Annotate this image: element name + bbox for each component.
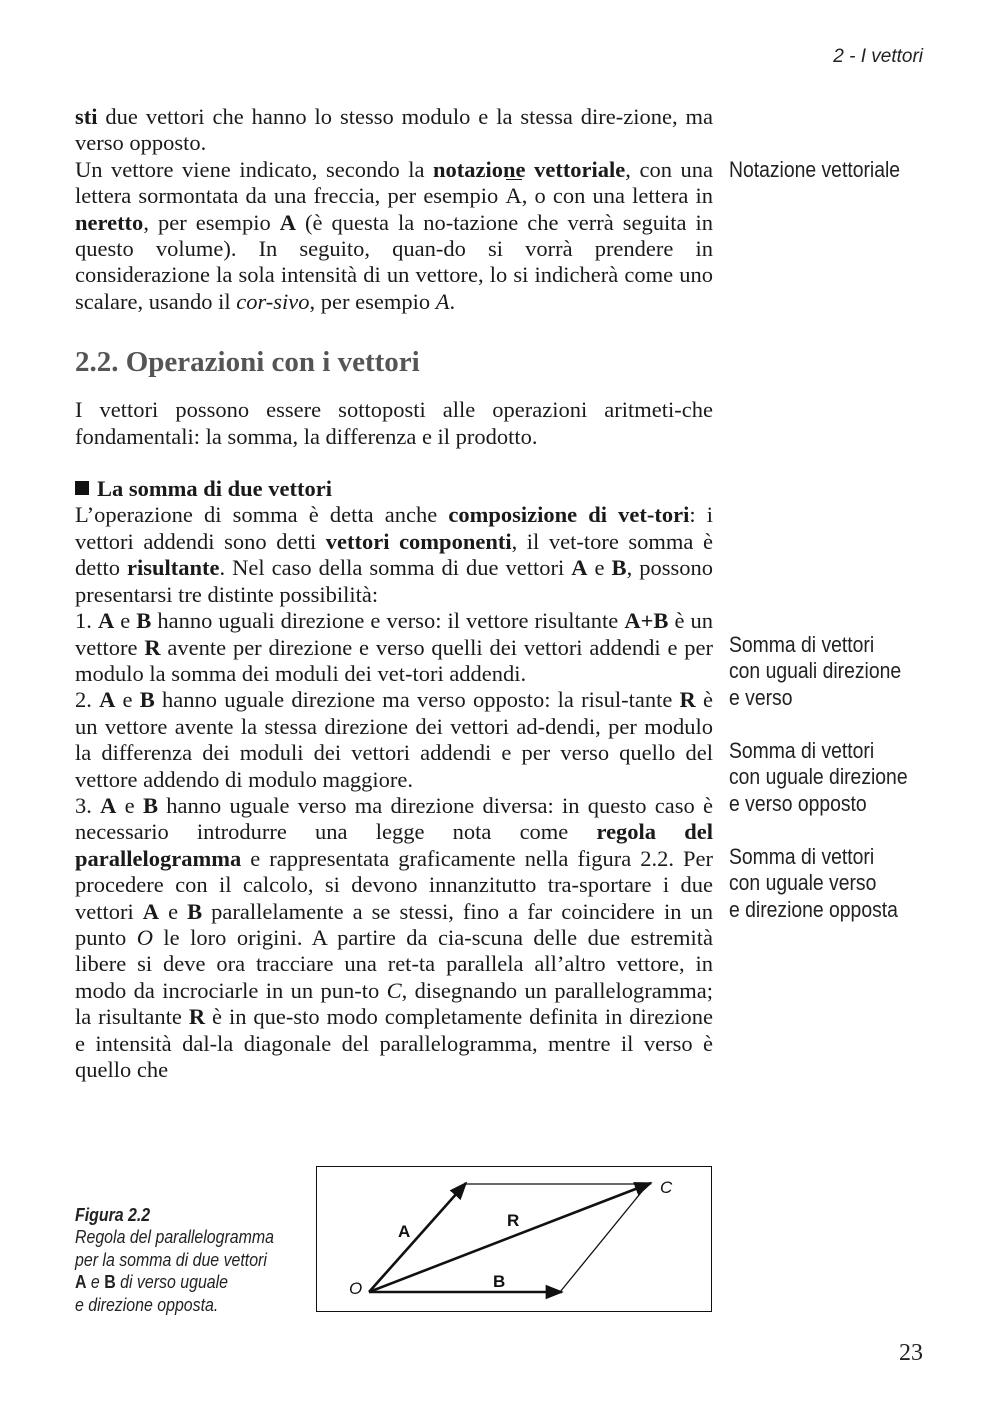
text: parallelamente a se stessi, fino a far coincidere in un punto <box>75 898 713 950</box>
text: 1. <box>75 608 98 634</box>
bold-term: A <box>571 555 588 581</box>
margin-note-line: Somma di vettori <box>729 844 875 869</box>
vector-r-arrow <box>369 1183 651 1292</box>
margin-note-opposto <box>729 738 918 817</box>
figure-caption <box>75 1204 273 1316</box>
text: , per esempio <box>309 288 436 314</box>
italic-term: A <box>435 288 450 314</box>
list-item-1 <box>75 608 713 687</box>
bold-term: A <box>100 792 117 818</box>
margin-note-line: e direzione opposta <box>729 896 898 922</box>
spacer <box>75 315 713 341</box>
margin-note-line: Somma di vettori <box>729 738 875 763</box>
square-bullet-icon <box>75 481 89 495</box>
paragraph-operations: I vettori possono essere sottoposti alle operazioni aritmeti-che fondamentali: la somma, la differenza e il prodotto. <box>75 397 713 449</box>
text: e <box>159 898 188 924</box>
text: è un vettore avente la stessa direzione dei vettori ad-dendi, per modulo la differenza dei moduli dei vettori addendi e per verso quello del vettore addendo di modulo maggiore. <box>75 687 713 792</box>
bold-term: risultante <box>127 555 220 581</box>
bold-term: R <box>144 634 161 660</box>
label-o: O <box>349 1279 363 1298</box>
caption-line: e direzione opposta. <box>75 1293 219 1315</box>
bold-term: A <box>75 1271 87 1293</box>
subsection-title <box>75 476 713 502</box>
vector-a-arrow <box>369 1183 466 1292</box>
margin-note-diversa <box>729 844 918 923</box>
spacer <box>75 450 713 476</box>
bold-term: A+B <box>624 608 669 634</box>
margin-note-line: Notazione vettoriale <box>729 157 901 182</box>
vector-arrow-symbol: A <box>505 183 522 209</box>
text: 3. <box>75 792 101 818</box>
paragraph-sum-intro <box>75 502 713 608</box>
text: hanno uguale direzione ma verso opposto: la risul-tante <box>154 687 680 713</box>
italic-term: O <box>136 924 153 950</box>
running-head: 2 - I vettori <box>833 46 923 67</box>
text: 2. <box>75 687 100 713</box>
label-b: B <box>493 1272 506 1291</box>
section-title: 2.2. Operazioni con i vettori <box>75 346 420 379</box>
bold-term: R <box>188 1004 206 1030</box>
text: di verso uguale <box>115 1271 229 1293</box>
text: e rappresentata graficamente nella figura 2.2. Per procedere con il calcolo, si devono innanzitutto tra-sportare i due vettori <box>75 845 713 924</box>
text: è in que-sto modo completamente definita in direzione e intensità dal-la diagonale del parallelogramma, mentre il verso è quello che <box>75 1004 713 1082</box>
text: Un vettore viene indicato, secondo la <box>75 156 434 182</box>
text: è un vettore <box>75 608 714 660</box>
text: le loro origini. A partire da cia-scuna delle due estremità libere si deve ora tracciare una ret-ta parallela all’altro vettore, in modo da incrociarle in un pun-to <box>75 924 713 1003</box>
label-r: R <box>507 1211 520 1230</box>
bold-term: B <box>611 555 627 581</box>
margin-note-line: con uguale direzione <box>729 764 908 790</box>
text: avente per direzione e verso quelli dei vettori addendi e per modulo la somma dei moduli dei vet-tori addendi. <box>75 634 713 686</box>
label-c: C <box>660 1178 673 1197</box>
parallelogram-diagram <box>317 1167 711 1311</box>
bold-term: notazione vettoriale <box>433 156 626 182</box>
italic-term: C <box>386 977 402 1003</box>
margin-note-uguali <box>729 632 918 711</box>
text: hanno uguali direzione e verso: il vettore risultante <box>151 608 625 634</box>
caption-line: per la somma di due vettori <box>75 1248 267 1270</box>
italic-term: cor-sivo <box>236 288 310 314</box>
text: . <box>449 288 456 314</box>
caption-line: Regola del parallelogramma <box>75 1226 274 1248</box>
text: e <box>587 555 612 581</box>
subsection-title-text: La somma di due vettori <box>97 476 332 502</box>
margin-note-line: e verso <box>729 684 793 710</box>
text: e <box>116 792 143 818</box>
bold-term: B <box>187 898 203 924</box>
bold-term: A <box>99 687 116 713</box>
margin-note-line: e verso opposto <box>729 790 867 816</box>
list-item-3 <box>75 793 713 1083</box>
bold-term: R <box>679 687 696 713</box>
text: e <box>114 608 137 634</box>
text: due vettori che hanno lo stesso modulo e la stessa dire-zione, ma verso opposto. <box>75 104 713 156</box>
bold-term: B <box>139 687 155 713</box>
text: e <box>86 1271 105 1293</box>
label-a: A <box>398 1222 411 1241</box>
text: e <box>115 687 140 713</box>
main-text-column <box>75 104 713 1083</box>
figure-title: Figura 2.2 <box>75 1204 151 1225</box>
text: L’operazione di somma è detta anche <box>75 502 449 528</box>
bold-term: B <box>142 792 158 818</box>
bold-term: B <box>104 1271 116 1293</box>
text: . Nel caso della somma di due vettori <box>219 555 572 581</box>
paragraph-vector-definition-end <box>75 104 713 157</box>
paragraph-vector-notation <box>75 157 713 315</box>
text: , o con una lettera in <box>521 183 713 209</box>
bold-term: neretto <box>75 209 144 235</box>
bold-term: A <box>279 209 296 235</box>
text: hanno uguale verso ma direzione diversa: in questo caso è necessario introdurre una legge nota come <box>75 792 713 845</box>
caption-line <box>75 1271 273 1293</box>
bold-term: regola del parallelogramma <box>75 819 713 871</box>
margin-note-line: Somma di vettori <box>729 632 875 657</box>
text: , disegnando un parallelogramma; la risultante <box>75 977 713 1030</box>
bold-term: sti <box>75 104 98 129</box>
parallelogram-figure <box>316 1166 712 1312</box>
margin-note-line: con uguali direzione <box>729 658 902 684</box>
text: , il vet-tore somma è detto <box>75 528 713 581</box>
margin-note-notazione <box>729 157 918 183</box>
text: , per esempio <box>143 209 280 235</box>
page-number: 23 <box>899 1340 923 1366</box>
text: , possono presentarsi tre distinte possibilità: <box>75 555 713 607</box>
text: , con una lettera sormontata da una freccia, per esempio <box>75 156 713 209</box>
margin-note-line: con uguale verso <box>729 870 877 896</box>
list-item-2 <box>75 687 713 793</box>
bold-term: vettori componenti <box>325 528 512 554</box>
text: (è questa la no-tazione che verrà seguita in questo volume). In seguito, quan-do si vorrà prendere in considerazione la sola intensità di un vettore, lo si indicherà come uno scalare, usando il <box>75 209 713 314</box>
bold-term: composizione di vet-tori <box>448 502 690 528</box>
bold-term: A <box>142 898 160 924</box>
bold-term: B <box>136 608 152 634</box>
text: : i vettori addendi sono detti <box>75 502 713 554</box>
bold-term: A <box>97 608 115 634</box>
